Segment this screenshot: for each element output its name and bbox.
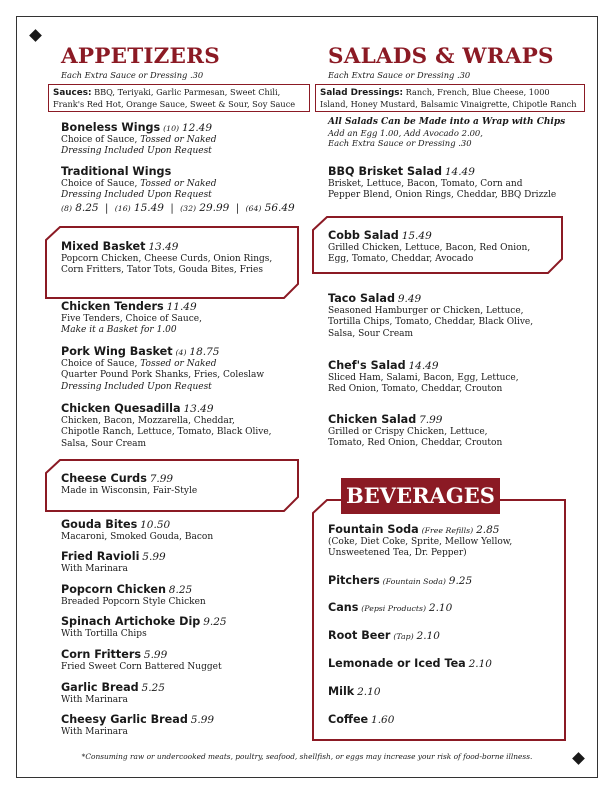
item-price: 7.99 [149, 473, 174, 485]
menu-item-taco-salad [328, 292, 573, 340]
item-note: (Fountain Soda) [382, 577, 446, 586]
item-price: 15.49 [401, 230, 432, 242]
item-note: Make it a Basket for 1.00 [61, 325, 177, 336]
size-price: 56.49 [264, 201, 295, 214]
item-desc: (Coke, Diet Coke, Sprite, Mellow Yellow, [328, 537, 513, 548]
size-price: 29.99 [199, 201, 230, 214]
size-count: (64) [245, 203, 262, 213]
menu-item-chefs-salad [328, 359, 573, 396]
item-note: Dressing Included Upon Request [61, 190, 212, 201]
beverages-title: BEVERAGES [341, 478, 500, 514]
item-price: 1.60 [371, 714, 395, 726]
dressings-text: Ranch, French, Blue Cheese, 1000 Island, Honey Mustard, Balsamic Vinaigrette, Chipotle Ranch [320, 87, 577, 109]
item-price: 13.49 [183, 403, 214, 415]
item-price: 2.10 [468, 658, 492, 670]
item-price: 8.25 [168, 584, 193, 596]
item-name: Chicken Tenders [61, 300, 164, 313]
item-desc: Grilled or Crispy Chicken, Lettuce, [328, 427, 488, 438]
beverage-cans [328, 601, 563, 615]
sauces-text: BBQ, Teriyaki, Garlic Parmesan, Sweet Chili, Frank's Red Hot, Orange Sauce, Sweet & Sour, Soy Sauce [53, 87, 296, 109]
menu-item-chicken-salad [328, 413, 573, 450]
item-count: (4) [175, 348, 187, 357]
item-price: 2.10 [357, 686, 381, 698]
menu-item-bbq-brisket-salad [328, 165, 578, 202]
wrap-note-line: Each Extra Sauce or Dressing .30 [328, 138, 472, 148]
item-count: (10) [163, 124, 180, 133]
item-note: (Free Refills) [421, 526, 474, 535]
item-price: 12.49 [181, 122, 213, 134]
appetizers-subtitle: Each Extra Sauce or Dressing .30 [61, 70, 204, 80]
wrap-note [328, 117, 578, 149]
salads-title: SALADS & WRAPS [328, 44, 554, 69]
size-count: (32) [180, 203, 197, 213]
item-price: 18.75 [189, 346, 220, 358]
menu-item-pork-wing-basket [61, 345, 301, 393]
item-desc: Red Onion, Tomato, Cheddar, Crouton [328, 384, 503, 395]
item-name: Lemonade or Iced Tea [328, 657, 466, 670]
menu-item-fried-ravioli [61, 550, 301, 575]
item-desc: Made in Wisconsin, Fair-Style [61, 486, 198, 497]
item-price: 11.49 [166, 301, 197, 313]
item-desc: With Marinara [61, 564, 128, 575]
beverage-fountain-soda [328, 523, 563, 560]
menu-item-chicken-quesadilla [61, 402, 306, 450]
item-name: Milk [328, 685, 355, 698]
item-desc: Popcorn Chicken, Cheese Curds, Onion Rings, [61, 254, 273, 265]
item-name: Fried Ravioli [61, 550, 140, 563]
size-count: (16) [114, 203, 131, 213]
item-name: Boneless Wings [61, 121, 161, 134]
item-desc: Fried Sweet Corn Battered Nugget [61, 662, 222, 673]
menu-item-corn-fritters [61, 648, 301, 673]
item-price: 7.99 [419, 414, 443, 426]
item-price: 14.49 [444, 166, 475, 178]
item-desc: Five Tenders, Choice of Sauce, [61, 314, 202, 325]
item-name: Root Beer [328, 629, 391, 642]
size-count: (8) [61, 203, 73, 213]
item-price: 9.49 [397, 293, 422, 305]
item-desc: Sliced Ham, Salami, Bacon, Egg, Lettuce, [328, 373, 519, 384]
item-desc: Choice of Sauce, [61, 359, 141, 370]
item-price: 13.49 [148, 241, 179, 253]
menu-item-spinach-artichoke-dip [61, 615, 306, 640]
item-desc: Salsa, Sour Cream [61, 438, 147, 449]
item-note: (Tap) [393, 632, 414, 641]
item-name: BBQ Brisket Salad [328, 165, 442, 178]
wrap-note-line: Add an Egg 1.00, Add Avocado 2.00, [328, 127, 483, 138]
item-desc: Egg, Tomato, Cheddar, Avocado [328, 254, 474, 265]
menu-item-popcorn-chicken [61, 583, 301, 608]
menu-item-garlic-bread [61, 681, 301, 706]
salads-subtitle: Each Extra Sauce or Dressing .30 [328, 70, 471, 80]
item-price: 5.99 [142, 551, 166, 563]
item-desc: Choice of Sauce, [61, 179, 141, 190]
item-price: 10.50 [140, 519, 171, 531]
item-name: Cobb Salad [328, 229, 399, 242]
beverage-lemonade-iced-tea [328, 657, 563, 671]
item-price: 14.49 [408, 360, 439, 372]
item-note: Dressing Included Upon Request [61, 381, 212, 392]
item-name: Traditional Wings [61, 165, 172, 178]
item-price: 2.10 [416, 630, 440, 642]
menu-item-traditional-wings [61, 165, 301, 215]
wrap-note-title: All Salads Can be Made into a Wrap with Chips [328, 117, 566, 127]
item-desc: Corn Fritters, Tator Tots, Gouda Bites, Fries [61, 265, 263, 276]
menu-item-chicken-tenders [61, 300, 301, 337]
beverage-coffee [328, 713, 563, 727]
item-name: Fountain Soda [328, 523, 419, 536]
dressings-label: Salad Dressings: [320, 88, 403, 98]
item-desc: Unsweetened Tea, Dr. Pepper) [328, 548, 467, 559]
item-desc: With Tortilla Chips [61, 629, 147, 640]
beverage-milk [328, 685, 563, 699]
item-price: 2.10 [428, 602, 453, 614]
item-name: Taco Salad [328, 292, 395, 305]
item-desc: Breaded Popcorn Style Chicken [61, 597, 206, 608]
beverage-pitchers [328, 574, 563, 588]
item-price: 9.25 [203, 616, 227, 628]
item-desc: Salsa, Sour Cream [328, 328, 414, 339]
item-name: Coffee [328, 713, 369, 726]
item-desc: Tomato, Red Onion, Cheddar, Crouton [328, 438, 503, 449]
food-safety-footnote: *Consuming raw or undercooked meats, poultry, seafood, shellfish, or eggs may increase your risk of food-borne illness. [81, 752, 533, 761]
item-name: Garlic Bread [61, 681, 139, 694]
item-desc: Seasoned Hamburger or Chicken, Lettuce, [328, 306, 524, 317]
appetizers-title: APPETIZERS [61, 44, 220, 69]
wing-sizes: (8) 8.25 | (16) 15.49 | (32) 29.99 | (64) 56.49 [61, 201, 295, 214]
item-desc: With Marinara [61, 727, 128, 738]
item-name: Gouda Bites [61, 518, 138, 531]
item-name: Pitchers [328, 574, 380, 587]
item-price: 9.25 [448, 575, 473, 587]
item-name: Cans [328, 601, 359, 614]
item-desc: Tortilla Chips, Tomato, Cheddar, Black Olive, [328, 317, 534, 328]
item-name: Corn Fritters [61, 648, 142, 661]
item-name: Pork Wing Basket [61, 345, 173, 358]
menu-item-cobb-salad [328, 229, 558, 266]
sauces-label: Sauces: [53, 88, 92, 98]
item-desc-italic: Tossed or Naked [140, 359, 217, 370]
item-desc: Choice of Sauce, [61, 135, 141, 146]
item-name: Chef's Salad [328, 359, 406, 372]
item-name: Chicken Quesadilla [61, 402, 181, 415]
item-name: Spinach Artichoke Dip [61, 615, 201, 628]
item-name: Cheesy Garlic Bread [61, 713, 188, 726]
item-desc: Quarter Pound Pork Shanks, Fries, Coleslaw [61, 370, 265, 381]
item-desc: Macaroni, Smoked Gouda, Bacon [61, 532, 214, 543]
item-desc: With Marinara [61, 695, 128, 706]
item-price: 5.25 [141, 682, 165, 694]
menu-item-mixed-basket [61, 240, 301, 277]
item-note: Dressing Included Upon Request [61, 146, 212, 157]
item-name: Chicken Salad [328, 413, 417, 426]
item-note: (Pepsi Products) [361, 604, 427, 613]
size-price: 15.49 [133, 201, 164, 214]
item-desc: Grilled Chicken, Lettuce, Bacon, Red Onion, [328, 243, 531, 254]
item-price: 2.85 [476, 524, 500, 536]
item-name: Mixed Basket [61, 240, 146, 253]
item-price: 5.99 [190, 714, 215, 726]
item-desc-italic: Tossed or Naked [140, 135, 217, 146]
size-price: 8.25 [75, 201, 99, 214]
beverage-root-beer [328, 629, 563, 643]
item-name: Popcorn Chicken [61, 583, 166, 596]
item-desc: Pepper Blend, Onion Rings, Cheddar, BBQ Drizzle [328, 190, 557, 201]
menu-item-cheesy-garlic-bread [61, 713, 301, 738]
item-desc: Brisket, Lettuce, Bacon, Tomato, Corn and [328, 179, 523, 190]
menu-item-cheese-curds [61, 472, 301, 497]
item-desc: Chicken, Bacon, Mozzarella, Cheddar, [61, 416, 235, 427]
item-desc-italic: Tossed or Naked [140, 179, 217, 190]
item-price: 5.99 [143, 649, 168, 661]
menu-item-gouda-bites [61, 518, 301, 543]
menu-item-boneless-wings [61, 121, 301, 158]
item-desc: Chipotle Ranch, Lettuce, Tomato, Black Olive, [61, 427, 272, 438]
item-name: Cheese Curds [61, 472, 147, 485]
